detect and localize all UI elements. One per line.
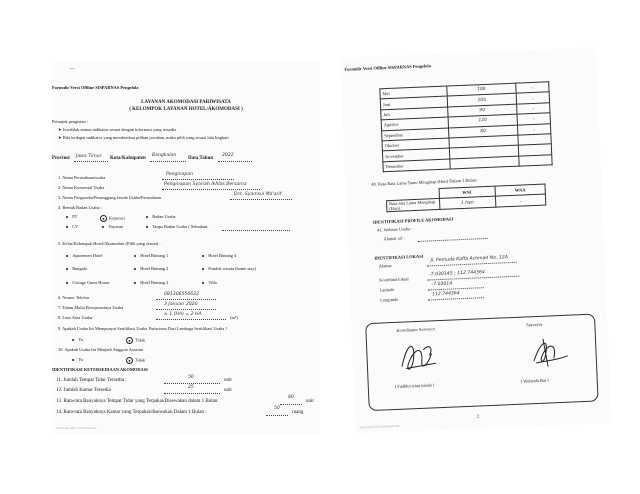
instruction-1: ➤ Jawablah semua indikator sesuai dengan informasi yang tersedia [58, 127, 177, 132]
q41-label: 41. Website Usaha : [377, 226, 413, 233]
q4-option-cv[interactable] [66, 225, 78, 229]
q4-tb-text: Tanpa Badan Usaha ( Sebutkan: [152, 224, 209, 229]
q12-unit: unit [224, 388, 232, 393]
q1-line [162, 179, 234, 180]
q5-option-7[interactable] [66, 281, 110, 285]
q5-label: 5. Kelas/Kelompok Hotel/Akomodasi (Pilih yang sesuai) : [58, 241, 161, 246]
instruction-2: ➤ Bila terdapat indikator yang memberikan pilihan jawaban, maka pilih yang sesuai lalu lingkari [58, 135, 229, 140]
year-label: Data Tahun [188, 156, 214, 161]
los-label: Rata-rata Lama Menginap (Hari) : [387, 199, 440, 212]
selected-radio-icon: ● [100, 215, 107, 222]
q5-o8-text: Hotel Bintang 3 [140, 280, 169, 285]
bullet-icon [134, 268, 136, 270]
q5-o7-text: Cottage Guest House [72, 280, 110, 285]
q11-answer[interactable]: 50 [188, 375, 194, 380]
address-value[interactable]: Jl. Pemuda Kaffa Achmad No. 12A [430, 255, 509, 264]
q14-unit: ruang [292, 410, 304, 415]
q1-answer[interactable]: Penginapan [166, 172, 194, 177]
q9-option-tidak[interactable] [124, 337, 145, 344]
q5-o1-text: Apartemen Hotel [72, 253, 103, 258]
bullet-icon [202, 282, 204, 284]
q4-option-koperasi[interactable] [98, 215, 125, 222]
q11-unit: unit [224, 378, 232, 383]
los-wni-value[interactable]: 1 hari [439, 197, 496, 210]
q13-unit: unit [306, 399, 314, 404]
q7-answer[interactable]: 3 Januari 2020 [164, 302, 198, 307]
year-line [218, 161, 252, 162]
monthly-table [379, 81, 552, 172]
q5-option-9[interactable] [202, 281, 217, 285]
q5-option-5[interactable] [134, 267, 168, 271]
bullet-icon [134, 255, 136, 257]
province-label: Provinsi [52, 156, 70, 161]
q11-line [164, 383, 220, 384]
surveyor-signature [523, 329, 575, 375]
city-line [150, 161, 186, 162]
q4-bu-text: Badan Usaha [152, 214, 176, 219]
q6-line [156, 299, 216, 300]
url-label: Alamat url : [383, 235, 405, 242]
coordinator-surveyor-label: Koordinator Surveyor [396, 326, 436, 333]
q4-other-line [222, 230, 290, 231]
month-name-cell: Mei [380, 86, 447, 99]
bullet-icon [66, 216, 68, 218]
q10-tidak-text: Tidak [135, 357, 146, 363]
coordinator-signature [393, 335, 445, 381]
q2-answer[interactable]: Penginapan Syariah Ikhlas Bersama [164, 182, 247, 187]
bullet-icon [202, 255, 204, 257]
q5-o6-text: Pondok wisata (home stay) [208, 266, 256, 271]
wna-header: WNA [495, 184, 546, 196]
city-value[interactable]: Bangkalan [152, 153, 177, 158]
q14-answer[interactable]: 50 [274, 406, 280, 411]
q5-o5-text: Hotel Bintang 2 [140, 266, 169, 271]
q5-o9-text: Villa [208, 280, 217, 285]
signature-box [365, 314, 598, 412]
bullet-icon [66, 255, 68, 257]
q5-option-2[interactable] [134, 254, 168, 258]
year-value[interactable]: 2022 [222, 153, 234, 158]
q14-label: 14. Rata-rata Banyaknya Kamar yang Terpakai/disewakan Dalam 1 Bulan : [56, 410, 207, 415]
surveyor-label: Surveyor [526, 321, 543, 328]
bullet-icon [202, 268, 204, 270]
left-scanner-footer: Scanned with CamScanner [56, 426, 97, 430]
q8-answer[interactable]: ± 1 (HA) = 2 HA [164, 312, 202, 317]
q10-option-ya[interactable] [72, 358, 83, 362]
month-value-cell[interactable]: 90 [448, 104, 517, 117]
longitude-label: Longitude [380, 296, 399, 303]
left-title-1: LAYANAN AKOMODASI PARIWISATA [141, 100, 231, 105]
bullet-icon [134, 282, 136, 284]
q5-option-3[interactable] [202, 254, 236, 258]
left-form-page [52, 62, 320, 434]
month-name-cell: Oktober [382, 138, 449, 151]
month-other-cell[interactable]: - [515, 82, 549, 94]
q5-o4-text: Bungalo [72, 266, 88, 271]
q10-option-tidak[interactable] [124, 357, 145, 364]
month-other-cell[interactable]: - [516, 92, 550, 104]
month-value-cell[interactable] [450, 156, 519, 169]
q3-label: 3. Nama Pengusaha/Penanggung Jawab Usaha/Perusahaan [58, 195, 162, 200]
latitude-label: Latitude [379, 286, 395, 293]
availability-section-title: IDENTIFIKASI KETERSEDIAAN AKOMODASI [52, 367, 148, 372]
q5-option-1[interactable] [66, 254, 103, 258]
bullet-icon [66, 268, 68, 270]
month-name-cell: November [382, 148, 449, 161]
month-name-cell: Agustus [381, 117, 448, 130]
q3-answer[interactable]: Drs. Syamsul Ma'arif [234, 192, 282, 197]
coordinator-name: ( Fadhlur trian nanda ) [394, 382, 435, 389]
month-value-cell[interactable]: 100 [447, 83, 516, 96]
province-line [74, 161, 108, 162]
coordinate-label: Koordinat lokasi [379, 276, 409, 283]
q4-option-pt[interactable] [66, 215, 77, 219]
q5-option-8[interactable] [134, 281, 168, 285]
month-value-cell[interactable]: 120 [448, 114, 517, 127]
bullet-icon [146, 226, 148, 228]
city-label: Kota/Kabupaten [110, 156, 146, 161]
q14-line [266, 415, 288, 416]
surveyor-name: ( Wulanda Bai ) [520, 377, 549, 384]
month-other-cell[interactable] [519, 154, 553, 166]
right-scanner-footer: Scanned with CamScanner [359, 423, 400, 430]
q4-yay-text: Yayasan [108, 224, 123, 229]
month-other-cell[interactable]: - [516, 103, 550, 115]
month-other-cell[interactable]: - [517, 113, 551, 125]
q11-label: 11. Jumlah Tempat Tidur Tersedia : [56, 378, 127, 383]
wni-header: WNI [439, 186, 496, 199]
q9-tidak-text: Tidak [135, 337, 146, 343]
q5-option-4[interactable] [66, 267, 87, 271]
q4-kop-text: Koperasi [109, 215, 125, 221]
right-form-page [340, 47, 612, 433]
length-of-stay-table [386, 184, 547, 213]
q7-line [156, 309, 216, 310]
q9-label: 9. Apakah Usaha Ini Mempunyai Sertifikasi Usaha Pariwisata Dari Lembaga Sertifikasi Usaha ? [58, 326, 228, 331]
q8-unit: (m²) [230, 315, 238, 320]
bullet-icon [146, 216, 148, 218]
q8-label: 8. Luas Area Usaha [58, 315, 93, 320]
q5-o3-text: Hotel Bintang 4 [208, 253, 237, 258]
q5-o2-text: Hotel Bintang 1 [140, 253, 169, 258]
month-name-cell: September [382, 128, 449, 141]
q3-line [230, 199, 292, 200]
q9-option-ya[interactable] [72, 338, 83, 342]
month-value-cell[interactable]: 80 [449, 125, 518, 138]
q1-label: 1. Nama Perusahaan/usaha [58, 175, 106, 180]
bullet-icon [66, 282, 68, 284]
q40-label: 40. Rata-Rata Lama Tamu Menginap (Hari) Dalam 1 Bulan: [371, 177, 478, 187]
profile-section-title: IDENTIFIKASI PROFILE AKOMODASI [372, 216, 454, 225]
page-number: 2 [477, 413, 480, 419]
month-name-cell: Juni [380, 96, 447, 109]
q9-ya-text: Ya [78, 337, 83, 342]
q7-label: 7. Tahun Mulai Beroperasinya Usaha [58, 305, 124, 310]
q12-label: 12. Jumlah Kamar Tersedia [56, 388, 111, 393]
left-title-2: ( KELOMPOK LAYANAN HOTEL/AKOMODASI ) [129, 107, 243, 112]
q5-option-6[interactable] [202, 267, 256, 271]
q4-option-yayasan[interactable] [102, 225, 123, 229]
instruction-1-text: Jawablah semua indikator sesuai dengan informasi yang tersedia [62, 127, 177, 132]
month-name-cell: Desember [383, 159, 450, 172]
q6-label: 6. Nomor Telefon [58, 295, 90, 300]
q6-answer[interactable]: 081306556622 [164, 292, 200, 297]
coordinate-value[interactable]: -7.030145 ; 112.744364 [429, 270, 486, 278]
province-value[interactable]: Jawa Timur [76, 154, 102, 159]
q2-line [162, 189, 260, 190]
q13-line [280, 404, 302, 405]
bullet-icon [66, 226, 68, 228]
instructions-heading: Petunjuk pengisian : [52, 119, 88, 124]
q13-answer[interactable]: 80 [288, 395, 294, 400]
left-dash-mark: — [70, 65, 75, 70]
month-other-cell[interactable]: - [517, 123, 551, 135]
q4-cv-text: CV [72, 224, 79, 229]
q12-answer[interactable]: 25 [188, 385, 194, 390]
month-value-cell[interactable]: 105 [447, 94, 516, 107]
q13-label: 13. Rata-rata Banyaknya Tempat Tidur yang Terpakai/Disewakan dalam 1 Bulan: [56, 399, 219, 404]
bullet-icon [102, 226, 104, 228]
longitude-value[interactable]: 112.744364 [431, 291, 460, 298]
url-line[interactable] [418, 238, 488, 242]
latitude-value[interactable]: -7.03014 [431, 281, 453, 288]
selected-radio-icon: ● [126, 357, 133, 364]
q4-option-tanpa[interactable] [146, 225, 208, 229]
q4-option-badan-usaha[interactable] [146, 215, 175, 219]
q2-label: 2. Nama Komersial Usaha [58, 185, 105, 190]
los-wna-value[interactable]: - [495, 194, 546, 207]
bullet-icon [72, 359, 74, 361]
selected-radio-icon: ● [126, 337, 133, 344]
location-section-title: IDENTIFIKASI LOKASI [374, 253, 424, 261]
q12-line [164, 393, 220, 394]
month-name-cell: Juli [381, 107, 448, 120]
q8-line [156, 319, 226, 320]
left-page-header: Formulir Versi Offline SISPARNAS Pengelola [52, 85, 139, 90]
bullet-icon [72, 339, 74, 341]
instruction-2-text: Bila terdapat indikator yang memberikan pilihan jawaban, maka pilih yang sesuai lalu lingkari [62, 135, 229, 140]
q10-label: 10. Apakah Usaha Ini Menjadi Anggota Asosiasi [58, 347, 144, 352]
q4-label: 4. Bentuk Badan Usaha : [58, 205, 102, 210]
q4-pt-text: PT [72, 214, 78, 219]
right-page-header: Formulir Versi Offline SISPARNAS Pengelola [344, 63, 431, 72]
address-label: Alamat [378, 263, 392, 269]
q10-ya-text: Ya [78, 357, 83, 362]
